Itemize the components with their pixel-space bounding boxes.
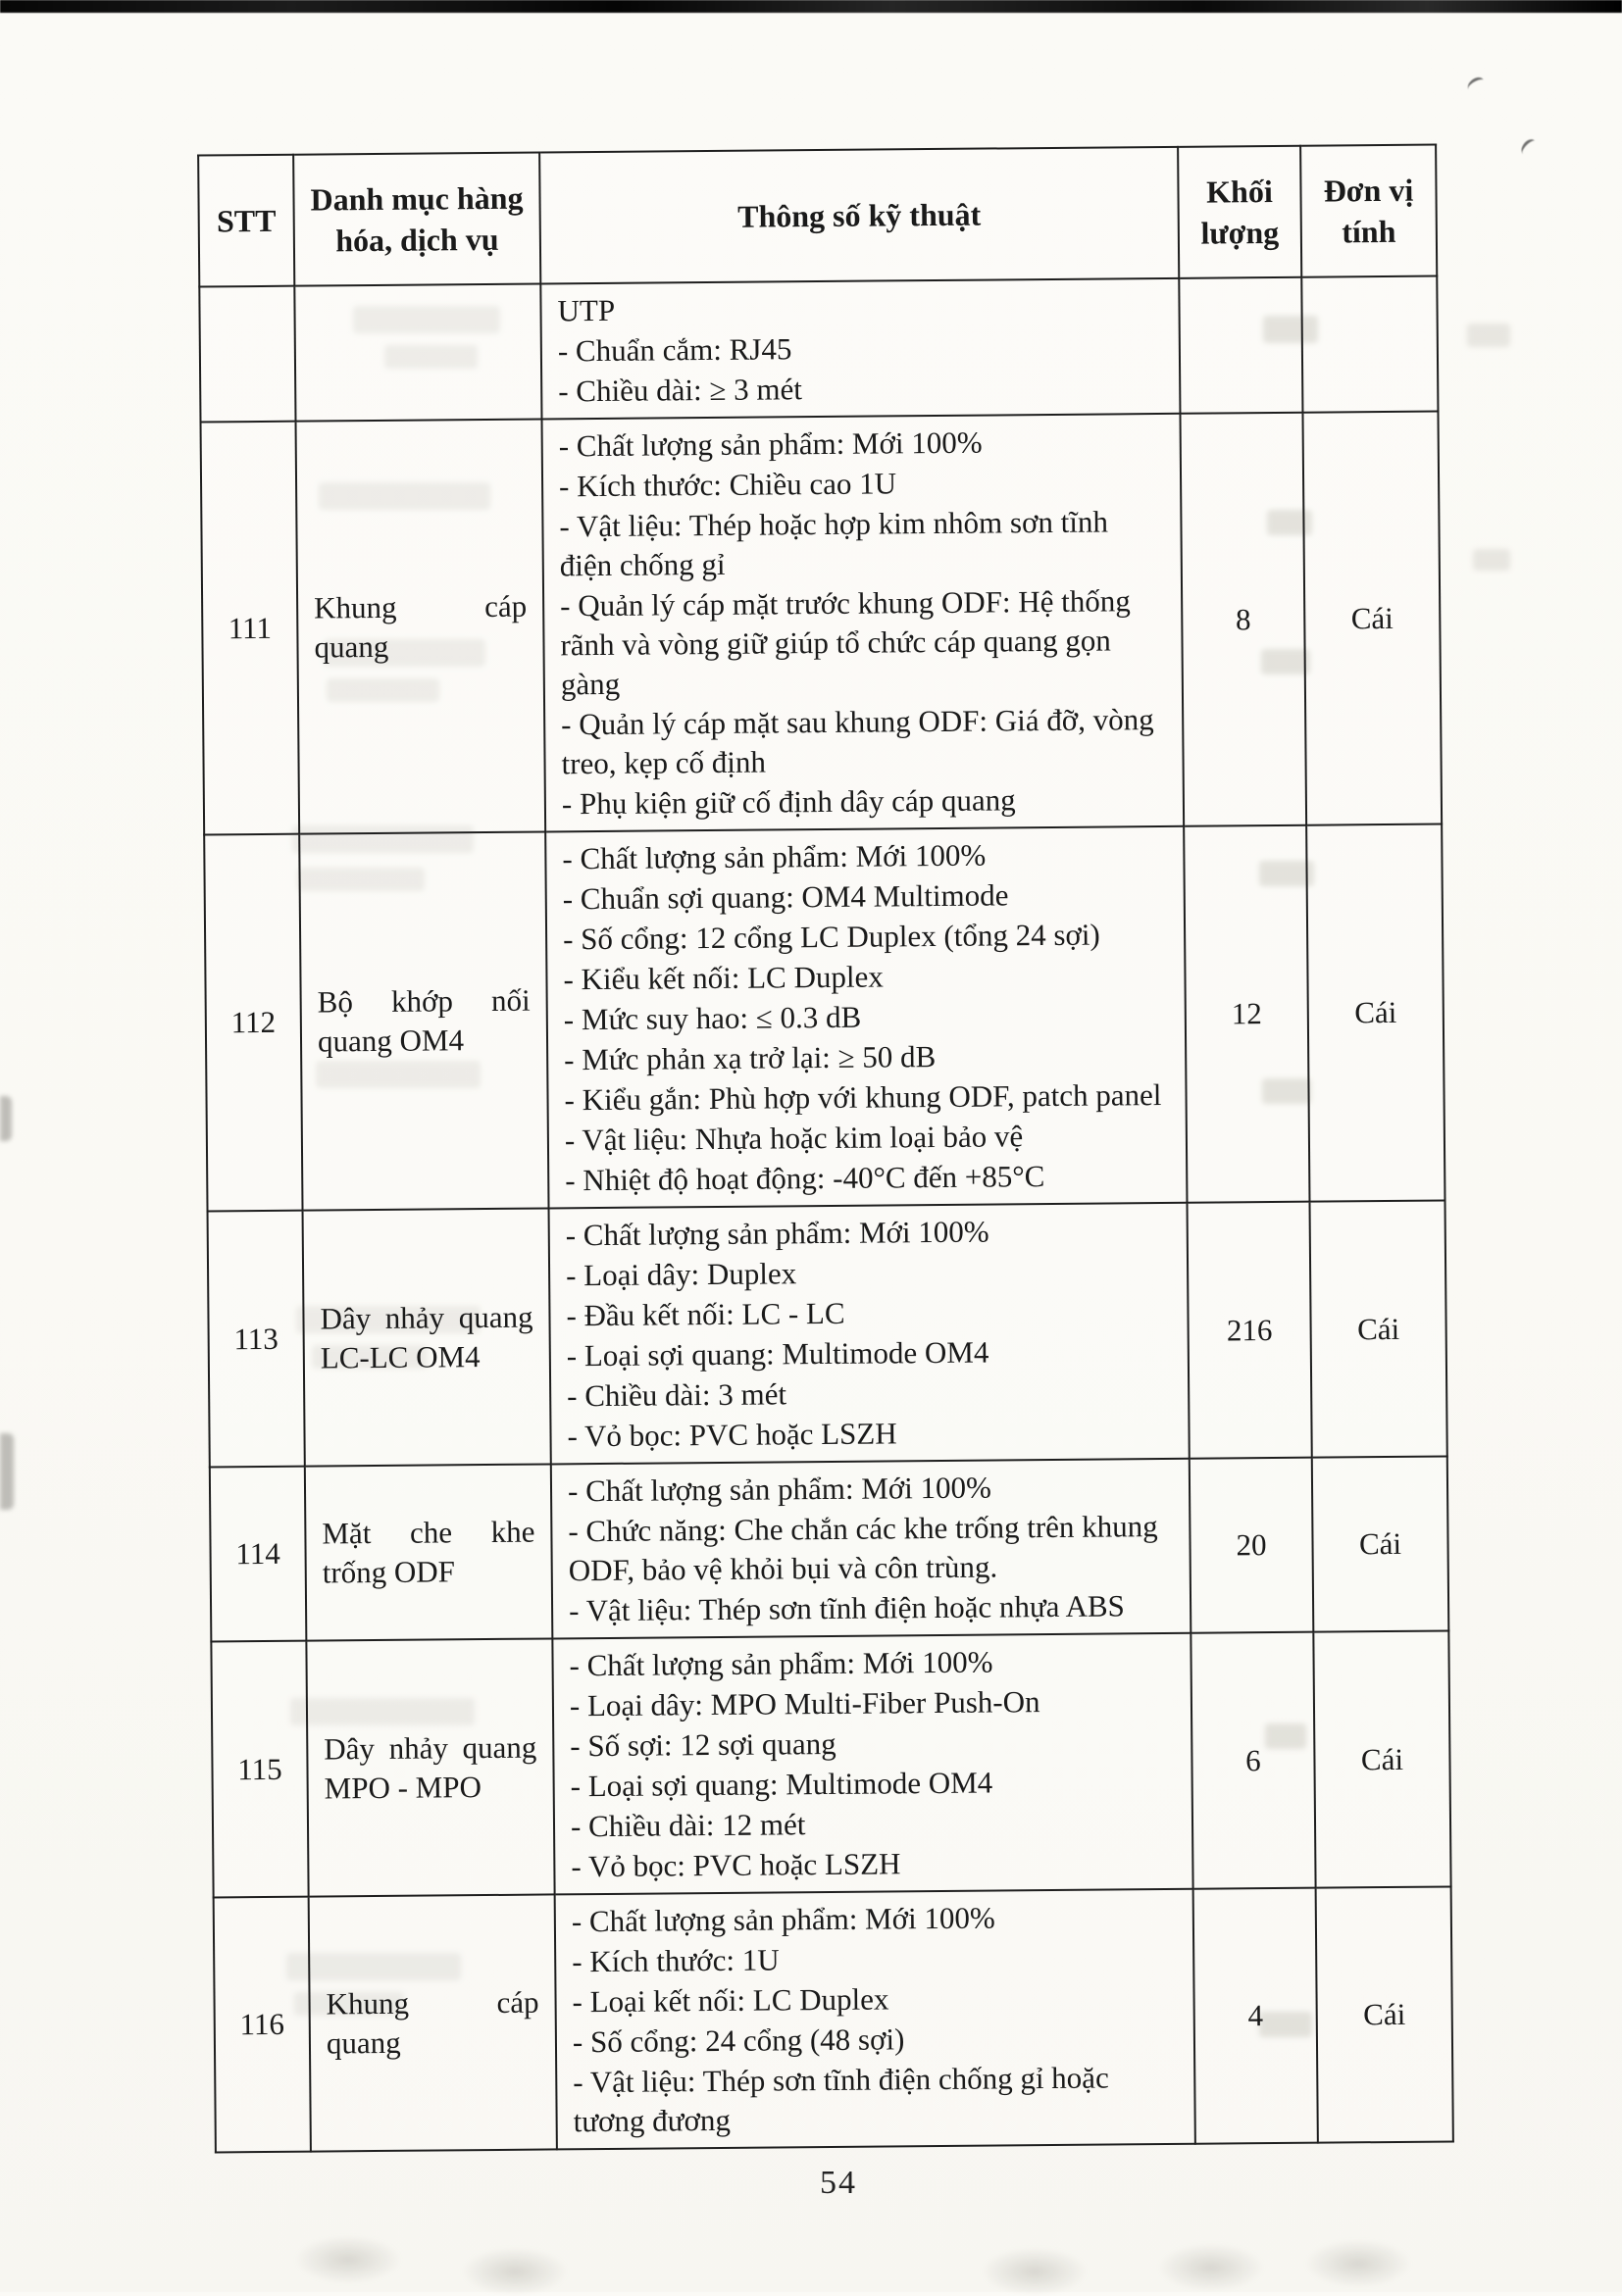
scan-smudge [1157,2243,1265,2292]
stt-cell: 113 [208,1211,305,1468]
scan-smudge [1304,2239,1412,2288]
table-row [208,1200,1447,1467]
stt-cell: 115 [211,1641,308,1898]
quantity-cell: 8 [1180,413,1306,826]
spec-line: - Số sợi: 12 sợi quang [570,1725,836,1764]
col-header-unit: Đơn vị tính [1300,145,1437,277]
unit-cell: Cái [1302,412,1442,825]
spec-line: - Chất lượng sản phẩm: Mới 100% [562,837,987,876]
scan-smudge [294,2235,402,2284]
page-number: 54 [820,2165,857,2201]
item-name-cell: Dây nhảy quang LC-LC OM4 [303,1208,551,1466]
table-row [201,412,1443,835]
unit-cell: Cái [1313,1630,1450,1887]
spec-line: - Kiểu gắn: Phù hợp với khung ODF, patch panel [564,1077,1162,1118]
table-row [199,276,1438,423]
spec-line: - Chất lượng sản phẩm: Mới 100% [569,1644,993,1683]
spec-line: - Đầu kết nối: LC - LC [566,1295,845,1333]
table-header [198,145,1437,287]
table-row [210,1456,1449,1641]
spec-line: - Loại sợi quang: Multimode OM4 [570,1765,993,1804]
pen-mark [1518,137,1540,159]
scanner-edge-artifact [0,0,1622,13]
table-body [199,276,1453,2153]
quantity-cell: 20 [1190,1458,1314,1633]
col-header-qty: Khối lượng [1178,146,1301,278]
spec-line: - Mức suy hao: ≤ 0.3 dB [563,999,862,1037]
stt-cell: 114 [210,1467,307,1642]
quantity-cell: 6 [1191,1632,1315,1889]
item-name-cell: Dây nhảy quang MPO - MPO [306,1638,554,1896]
unit-cell [1301,276,1438,413]
spec-line: - Kiểu kết nối: LC Duplex [563,959,884,997]
table-row [204,824,1445,1212]
spec-line: - Số cổng: 24 cổng (48 sợi) [572,2021,905,2060]
spec-line: - Chiều dài: ≥ 3 mét [558,372,802,409]
stt-cell: 112 [204,834,302,1212]
scan-smudge [461,2247,569,2296]
specs-cell [541,414,1184,832]
spec-line: - Số cổng: 12 cổng LC Duplex (tổng 24 sợi) [562,917,1100,957]
spec-line: - Chất lượng sản phẩm: Mới 100% [558,424,983,464]
spec-line: - Chất lượng sản phẩm: Mới 100% [571,1900,995,1939]
spec-line: - Chức năng: Che chắn các khe trống trên khung ODF, bảo vệ khỏi bụi và côn trùng. [568,1509,1158,1588]
spec-line: - Phụ kiện giữ cố định dây cáp quang [561,782,1016,822]
spec-line: - Vật liệu: Thép sơn tĩnh điện hoặc nhựa ABS [568,1588,1125,1628]
spec-line: - Vỏ bọc: PVC hoặc LSZH [567,1416,897,1454]
quantity-cell: 216 [1187,1202,1311,1459]
pen-mark [1465,75,1487,94]
spec-line: - Chất lượng sản phẩm: Mới 100% [567,1470,992,1509]
col-header-specs: Thông số kỹ thuật [539,147,1179,284]
col-header-stt: STT [198,155,294,287]
spec-line: - Loại dây: Duplex [565,1256,797,1293]
header-row [198,145,1437,287]
spec-line: - Quản lý cáp mặt sau khung ODF: Giá đỡ, vòng treo, kẹp cố định [561,702,1154,781]
spec-line: - Chất lượng sản phẩm: Mới 100% [565,1214,989,1253]
spec-line: - Vỏ bọc: PVC hoặc LSZH [571,1846,901,1884]
spec-line: UTP [557,292,616,328]
quantity-cell: 4 [1193,1888,1318,2144]
table-row [211,1630,1450,1897]
spec-line: - Chiều dài: 3 mét [567,1376,787,1414]
spec-line: - Kích thước: 1U [572,1942,780,1979]
unit-cell: Cái [1309,1200,1446,1457]
spec-line: - Chuẩn sợi quang: OM4 Multimode [562,877,1009,917]
quantity-cell [1179,277,1302,414]
procurement-spec-table [197,144,1454,2154]
item-name-cell: Bộ khớp nối quang OM4 [299,831,548,1210]
stt-cell: 116 [214,1897,311,2153]
paper-edge-mark [0,1096,12,1141]
table-row [214,1886,1453,2152]
item-name-cell: Mặt che khe trống ODF [305,1464,553,1640]
specs-cell [545,826,1187,1209]
specs-cell [552,1633,1192,1895]
stt-cell: 111 [201,422,300,835]
unit-cell: Cái [1316,1886,1453,2142]
spec-line: - Kích thước: Chiều cao 1U [558,466,897,504]
spec-line: - Mức phản xạ trở lại: ≥ 50 dB [564,1039,937,1077]
spec-line: - Vật liệu: Thép sơn tĩnh điện chống gỉ hoặc tương đương [573,2060,1109,2139]
spec-line: - Loại kết nối: LC Duplex [572,1981,889,2020]
quantity-cell: 12 [1184,825,1309,1203]
item-name-cell [294,284,541,422]
spec-line: - Vật liệu: Thép hoặc hợp kim nhôm sơn tĩnh điện chống gỉ [559,504,1109,583]
spec-line: - Chiều dài: 12 mét [570,1807,806,1844]
spec-line: - Chuẩn cắm: RJ45 [557,331,792,369]
unit-cell: Cái [1312,1456,1449,1631]
item-name-cell: Khung cáp quang [309,1894,557,2151]
spec-line: - Quản lý cáp mặt trước khung ODF: Hệ thống rãnh và vòng giữ giúp tổ chức cáp quang gọn gàng [560,583,1131,702]
bleedthrough-mark [1467,324,1510,347]
spec-line: - Loại sợi quang: Multimode OM4 [566,1334,989,1373]
bleedthrough-mark [1473,549,1510,571]
specs-cell [555,1889,1195,2150]
scan-smudge [981,2247,1089,2296]
specs-cell [549,1203,1190,1465]
item-name-cell: Khung cáp quang [296,419,546,833]
stt-cell [199,286,295,423]
specs-cell [551,1459,1191,1639]
spec-line: - Nhiệt độ hoạt động: -40°C đến +85°C [565,1159,1045,1198]
col-header-item: Danh mục hàng hóa, dịch vụ [293,153,540,286]
paper-edge-mark [0,1433,14,1510]
specs-cell [540,278,1180,420]
unit-cell: Cái [1306,824,1445,1202]
spec-line: - Loại dây: MPO Multi-Fiber Push-On [569,1684,1040,1723]
spec-line: - Vật liệu: Nhựa hoặc kim loại bảo vệ [564,1119,1024,1158]
